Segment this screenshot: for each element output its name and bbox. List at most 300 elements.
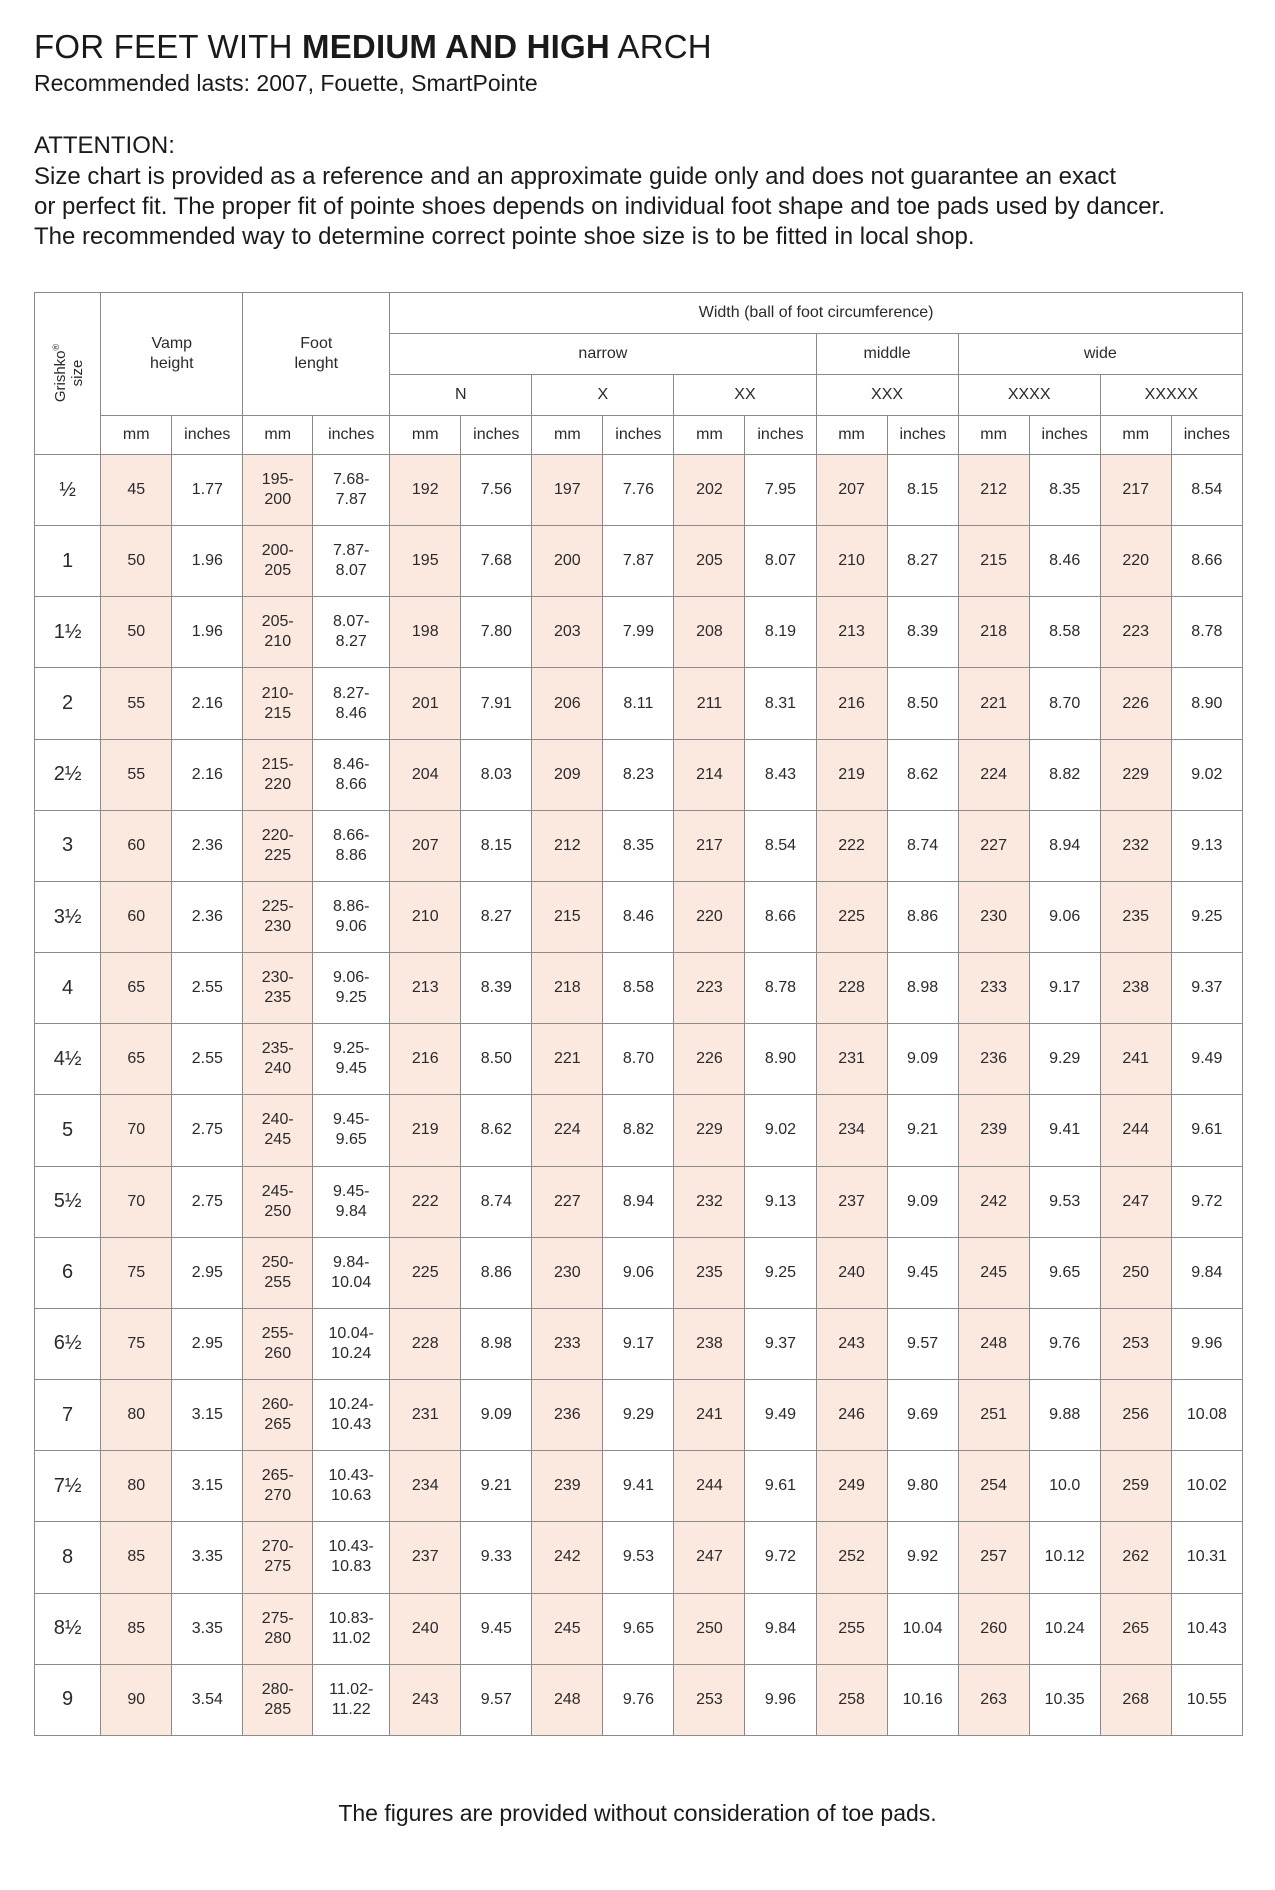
vamp-inches-cell: 2.55 [172, 1024, 243, 1095]
width-inches-cell: 9.65 [603, 1593, 674, 1664]
attention-text [34, 162, 1254, 252]
width-mm-cell: 250 [1100, 1237, 1171, 1308]
width-inches-cell: 8.43 [745, 739, 816, 810]
width-mm-cell: 230 [532, 1237, 603, 1308]
size-chart-table [34, 292, 1243, 1736]
width-mm-cell: 241 [1100, 1024, 1171, 1095]
foot-mm-cell: 205- 210 [243, 597, 313, 668]
title-bold: MEDIUM AND HIGH [302, 28, 610, 65]
vamp-mm-cell: 50 [101, 526, 172, 597]
width-inches-cell: 9.49 [1171, 1024, 1242, 1095]
unit-mm-header: mm [101, 416, 172, 455]
unit-inches-header: inches [1029, 416, 1100, 455]
width-mm-cell: 208 [674, 597, 745, 668]
width-inches-cell: 8.90 [745, 1024, 816, 1095]
width-mm-cell: 243 [816, 1308, 887, 1379]
width-mm-cell: 222 [390, 1166, 461, 1237]
width-inches-cell: 9.37 [1171, 953, 1242, 1024]
width-inches-cell: 9.53 [1029, 1166, 1100, 1237]
width-inches-cell: 9.06 [603, 1237, 674, 1308]
foot-mm-cell: 210- 215 [243, 668, 313, 739]
footer-note: The figures are provided without consideration of toe pads. [338, 1800, 937, 1826]
width-mm-cell: 211 [674, 668, 745, 739]
foot-inches-cell: 8.66- 8.86 [313, 810, 390, 881]
foot-mm-cell: 195- 200 [243, 455, 313, 526]
width-n: N [390, 375, 532, 416]
vamp-mm-cell: 75 [101, 1308, 172, 1379]
table-row [35, 526, 1243, 597]
foot-mm-cell: 200- 205 [243, 526, 313, 597]
attention-line: Size chart is provided as a reference and an approximate guide only and does not guarantee an exact [34, 163, 1117, 190]
width-inches-cell: 9.06 [1029, 881, 1100, 952]
size-cell: 7 [35, 1380, 101, 1451]
width-inches-cell: 9.09 [887, 1166, 958, 1237]
width-mm-cell: 229 [674, 1095, 745, 1166]
width-mm-cell: 245 [532, 1593, 603, 1664]
width-inches-cell: 9.96 [1171, 1308, 1242, 1379]
table-row [35, 1237, 1243, 1308]
vamp-mm-cell: 55 [101, 739, 172, 810]
size-cell: 8 [35, 1522, 101, 1593]
width-mm-cell: 252 [816, 1522, 887, 1593]
width-mm-cell: 215 [958, 526, 1029, 597]
width-inches-cell: 7.56 [461, 455, 532, 526]
vamp-inches-cell: 2.36 [172, 810, 243, 881]
width-mm-cell: 230 [958, 881, 1029, 952]
width-inches-cell: 8.58 [1029, 597, 1100, 668]
vamp-inches-cell: 2.16 [172, 668, 243, 739]
vamp-mm-cell: 55 [101, 668, 172, 739]
size-cell: 6½ [35, 1308, 101, 1379]
width-inches-cell: 7.91 [461, 668, 532, 739]
table-row [35, 1664, 1243, 1735]
width-inches-cell: 8.15 [461, 810, 532, 881]
width-inches-cell: 8.03 [461, 739, 532, 810]
width-mm-cell: 223 [1100, 597, 1171, 668]
width-inches-cell: 9.84 [745, 1593, 816, 1664]
width-mm-cell: 216 [390, 1024, 461, 1095]
width-inches-cell: 7.99 [603, 597, 674, 668]
size-cell: 9 [35, 1664, 101, 1735]
width-mm-cell: 221 [958, 668, 1029, 739]
size-cell: 2 [35, 668, 101, 739]
width-inches-cell: 9.53 [603, 1522, 674, 1593]
width-mm-cell: 263 [958, 1664, 1029, 1735]
size-cell: 3 [35, 810, 101, 881]
width-inches-cell: 9.13 [1171, 810, 1242, 881]
width-mm-cell: 192 [390, 455, 461, 526]
width-mm-cell: 257 [958, 1522, 1029, 1593]
width-mm-cell: 207 [390, 810, 461, 881]
width-mm-cell: 240 [816, 1237, 887, 1308]
vamp-mm-cell: 85 [101, 1593, 172, 1664]
width-xxx: XXX [816, 375, 958, 416]
vamp-mm-cell: 60 [101, 881, 172, 952]
width-inches-cell: 9.84 [1171, 1237, 1242, 1308]
width-inches-cell: 8.78 [745, 953, 816, 1024]
foot-mm-cell: 225- 230 [243, 881, 313, 952]
width-mm-cell: 258 [816, 1664, 887, 1735]
width-mm-cell: 213 [816, 597, 887, 668]
width-mm-cell: 250 [674, 1593, 745, 1664]
width-mm-cell: 243 [390, 1664, 461, 1735]
width-inches-cell: 9.45 [461, 1593, 532, 1664]
unit-inches-header: inches [172, 416, 243, 455]
width-mm-cell: 210 [390, 881, 461, 952]
width-inches-cell: 10.16 [887, 1664, 958, 1735]
vamp-mm-cell: 75 [101, 1237, 172, 1308]
width-inches-cell: 9.92 [887, 1522, 958, 1593]
vamp-inches-cell: 2.55 [172, 953, 243, 1024]
vamp-inches-cell: 3.35 [172, 1593, 243, 1664]
width-inches-cell: 8.27 [461, 881, 532, 952]
width-mm-cell: 198 [390, 597, 461, 668]
width-mm-cell: 229 [1100, 739, 1171, 810]
width-mm-cell: 237 [816, 1166, 887, 1237]
unit-mm-header: mm [674, 416, 745, 455]
width-inches-cell: 8.31 [745, 668, 816, 739]
width-mm-cell: 201 [390, 668, 461, 739]
width-inches-cell: 9.25 [745, 1237, 816, 1308]
width-mm-cell: 203 [532, 597, 603, 668]
size-cell: 3½ [35, 881, 101, 952]
width-inches-cell: 8.70 [1029, 668, 1100, 739]
vamp-mm-cell: 65 [101, 953, 172, 1024]
width-inches-cell: 7.68 [461, 526, 532, 597]
width-inches-cell: 8.23 [603, 739, 674, 810]
width-mm-cell: 247 [1100, 1166, 1171, 1237]
width-inches-cell: 8.39 [887, 597, 958, 668]
unit-inches-header: inches [603, 416, 674, 455]
vamp-inches-cell: 2.75 [172, 1095, 243, 1166]
width-inches-cell: 9.76 [1029, 1308, 1100, 1379]
width-inches-cell: 9.72 [1171, 1166, 1242, 1237]
width-inches-cell: 8.98 [887, 953, 958, 1024]
width-mm-cell: 228 [816, 953, 887, 1024]
width-inches-cell: 8.27 [887, 526, 958, 597]
width-inches-cell: 8.11 [603, 668, 674, 739]
width-inches-cell: 8.35 [1029, 455, 1100, 526]
size-header: Grishko® size [35, 293, 101, 455]
page-title [34, 28, 712, 66]
width-mm-cell: 253 [674, 1664, 745, 1735]
width-mm-cell: 238 [1100, 953, 1171, 1024]
width-inches-cell: 9.45 [887, 1237, 958, 1308]
width-inches-cell: 8.90 [1171, 668, 1242, 739]
table-row [35, 739, 1243, 810]
size-cell: 5½ [35, 1166, 101, 1237]
vamp-inches-cell: 1.96 [172, 597, 243, 668]
unit-inches-header: inches [887, 416, 958, 455]
width-mm-cell: 218 [958, 597, 1029, 668]
width-xxxx: XXXX [958, 375, 1100, 416]
width-mm-cell: 207 [816, 455, 887, 526]
foot-mm-cell: 280- 285 [243, 1664, 313, 1735]
width-inches-cell: 10.43 [1171, 1593, 1242, 1664]
foot-inches-cell: 9.84- 10.04 [313, 1237, 390, 1308]
width-mm-cell: 239 [958, 1095, 1029, 1166]
width-mm-cell: 216 [816, 668, 887, 739]
width-mm-cell: 242 [958, 1166, 1029, 1237]
width-inches-cell: 8.46 [1029, 526, 1100, 597]
width-mm-cell: 232 [1100, 810, 1171, 881]
width-inches-cell: 9.21 [461, 1451, 532, 1522]
width-mm-cell: 239 [532, 1451, 603, 1522]
width-mm-cell: 210 [816, 526, 887, 597]
foot-inches-cell: 10.43- 10.83 [313, 1522, 390, 1593]
table-row [35, 1166, 1243, 1237]
title-prefix: FOR FEET WITH [34, 28, 303, 65]
width-inches-cell: 8.82 [1029, 739, 1100, 810]
width-mm-cell: 234 [390, 1451, 461, 1522]
width-mm-cell: 253 [1100, 1308, 1171, 1379]
width-inches-cell: 9.17 [1029, 953, 1100, 1024]
vamp-mm-cell: 90 [101, 1664, 172, 1735]
width-inches-cell: 10.12 [1029, 1522, 1100, 1593]
width-mm-cell: 234 [816, 1095, 887, 1166]
width-inches-cell: 9.76 [603, 1664, 674, 1735]
foot-mm-cell: 215- 220 [243, 739, 313, 810]
vamp-mm-cell: 80 [101, 1451, 172, 1522]
width-inches-cell: 8.66 [745, 881, 816, 952]
foot-inches-cell: 9.06- 9.25 [313, 953, 390, 1024]
width-mm-cell: 256 [1100, 1380, 1171, 1451]
foot-mm-cell: 250- 255 [243, 1237, 313, 1308]
size-cell: ½ [35, 455, 101, 526]
foot-mm-cell: 260- 265 [243, 1380, 313, 1451]
width-inches-cell: 9.88 [1029, 1380, 1100, 1451]
width-mm-cell: 240 [390, 1593, 461, 1664]
width-mm-cell: 236 [532, 1380, 603, 1451]
width-mm-cell: 225 [390, 1237, 461, 1308]
vamp-mm-cell: 45 [101, 455, 172, 526]
width-mm-cell: 202 [674, 455, 745, 526]
unit-inches-header: inches [1171, 416, 1242, 455]
width-inches-cell: 10.04 [887, 1593, 958, 1664]
table-row [35, 810, 1243, 881]
width-mm-cell: 249 [816, 1451, 887, 1522]
vamp-mm-cell: 85 [101, 1522, 172, 1593]
unit-mm-header: mm [816, 416, 887, 455]
width-mm-cell: 223 [674, 953, 745, 1024]
width-inches-cell: 8.19 [745, 597, 816, 668]
width-inches-cell: 9.02 [1171, 739, 1242, 810]
foot-inches-cell: 10.04- 10.24 [313, 1308, 390, 1379]
width-mm-cell: 262 [1100, 1522, 1171, 1593]
width-mm-cell: 204 [390, 739, 461, 810]
width-inches-cell: 9.57 [461, 1664, 532, 1735]
group-narrow: narrow [390, 334, 816, 375]
width-inches-cell: 8.15 [887, 455, 958, 526]
width-mm-cell: 233 [532, 1308, 603, 1379]
size-cell: 1½ [35, 597, 101, 668]
vamp-mm-cell: 70 [101, 1166, 172, 1237]
width-inches-cell: 8.62 [887, 739, 958, 810]
width-mm-cell: 195 [390, 526, 461, 597]
vamp-inches-cell: 2.75 [172, 1166, 243, 1237]
attention-label: ATTENTION: [34, 132, 175, 159]
width-mm-cell: 241 [674, 1380, 745, 1451]
width-mm-cell: 235 [1100, 881, 1171, 952]
size-cell: 6 [35, 1237, 101, 1308]
unit-mm-header: mm [1100, 416, 1171, 455]
size-cell: 1 [35, 526, 101, 597]
width-mm-cell: 212 [532, 810, 603, 881]
table-row [35, 455, 1243, 526]
width-inches-cell: 9.13 [745, 1166, 816, 1237]
width-mm-cell: 217 [674, 810, 745, 881]
foot-inches-cell: 7.87- 8.07 [313, 526, 390, 597]
width-mm-cell: 247 [674, 1522, 745, 1593]
size-cell: 5 [35, 1095, 101, 1166]
width-mm-cell: 260 [958, 1593, 1029, 1664]
width-inches-cell: 9.49 [745, 1380, 816, 1451]
recommended-lasts: Recommended lasts: 2007, Fouette, SmartPointe [34, 70, 538, 96]
width-inches-cell: 9.61 [1171, 1095, 1242, 1166]
unit-mm-header: mm [532, 416, 603, 455]
width-inches-cell: 8.58 [603, 953, 674, 1024]
width-inches-cell: 10.08 [1171, 1380, 1242, 1451]
foot-mm-cell: 270- 275 [243, 1522, 313, 1593]
group-wide: wide [958, 334, 1242, 375]
width-inches-cell: 8.82 [603, 1095, 674, 1166]
width-mm-cell: 222 [816, 810, 887, 881]
width-mm-cell: 228 [390, 1308, 461, 1379]
size-cell: 8½ [35, 1593, 101, 1664]
width-inches-cell: 9.72 [745, 1522, 816, 1593]
vamp-inches-cell: 2.95 [172, 1237, 243, 1308]
width-mm-cell: 219 [816, 739, 887, 810]
table-row [35, 953, 1243, 1024]
table-row [35, 668, 1243, 739]
width-mm-cell: 245 [958, 1237, 1029, 1308]
width-mm-cell: 227 [532, 1166, 603, 1237]
width-mm-cell: 237 [390, 1522, 461, 1593]
foot-inches-cell: 8.86- 9.06 [313, 881, 390, 952]
width-inches-cell: 8.70 [603, 1024, 674, 1095]
vamp-mm-cell: 60 [101, 810, 172, 881]
width-inches-cell: 8.54 [745, 810, 816, 881]
width-mm-cell: 259 [1100, 1451, 1171, 1522]
width-mm-cell: 248 [958, 1308, 1029, 1379]
width-inches-cell: 8.62 [461, 1095, 532, 1166]
foot-inches-cell: 7.68- 7.87 [313, 455, 390, 526]
width-inches-cell: 8.07 [745, 526, 816, 597]
width-mm-cell: 246 [816, 1380, 887, 1451]
width-mm-cell: 265 [1100, 1593, 1171, 1664]
width-inches-cell: 7.76 [603, 455, 674, 526]
width-inches-cell: 7.95 [745, 455, 816, 526]
width-inches-cell: 9.25 [1171, 881, 1242, 952]
width-mm-cell: 226 [1100, 668, 1171, 739]
width-inches-cell: 10.35 [1029, 1664, 1100, 1735]
vamp-inches-cell: 3.15 [172, 1380, 243, 1451]
width-inches-cell: 9.09 [887, 1024, 958, 1095]
width-inches-cell: 9.17 [603, 1308, 674, 1379]
width-mm-cell: 255 [816, 1593, 887, 1664]
vamp-inches-cell: 2.16 [172, 739, 243, 810]
width-mm-cell: 221 [532, 1024, 603, 1095]
width-mm-cell: 220 [1100, 526, 1171, 597]
width-inches-cell: 8.94 [1029, 810, 1100, 881]
width-inches-cell: 8.74 [887, 810, 958, 881]
width-inches-cell: 8.66 [1171, 526, 1242, 597]
width-mm-cell: 244 [1100, 1095, 1171, 1166]
width-inches-cell: 9.41 [1029, 1095, 1100, 1166]
width-inches-cell: 8.54 [1171, 455, 1242, 526]
vamp-inches-cell: 2.36 [172, 881, 243, 952]
width-inches-cell: 8.86 [887, 881, 958, 952]
width-xxxxx: XXXXX [1100, 375, 1242, 416]
vamp-inches-cell: 1.96 [172, 526, 243, 597]
width-inches-cell: 9.21 [887, 1095, 958, 1166]
unit-mm-header: mm [958, 416, 1029, 455]
width-inches-cell: 7.87 [603, 526, 674, 597]
width-mm-cell: 213 [390, 953, 461, 1024]
width-x: X [532, 375, 674, 416]
foot-mm-cell: 230- 235 [243, 953, 313, 1024]
foot-inches-cell: 9.45- 9.65 [313, 1095, 390, 1166]
foot-inches-cell: 9.45- 9.84 [313, 1166, 390, 1237]
width-mm-cell: 215 [532, 881, 603, 952]
width-xx: XX [674, 375, 816, 416]
vamp-mm-cell: 80 [101, 1380, 172, 1451]
size-cell: 7½ [35, 1451, 101, 1522]
width-mm-cell: 254 [958, 1451, 1029, 1522]
width-inches-cell: 9.02 [745, 1095, 816, 1166]
foot-inches-cell: 10.43- 10.63 [313, 1451, 390, 1522]
foot-inches-cell: 10.24- 10.43 [313, 1380, 390, 1451]
width-mm-cell: 205 [674, 526, 745, 597]
width-mm-cell: 242 [532, 1522, 603, 1593]
foot-length-header: Foot lenght [243, 293, 390, 416]
vamp-inches-cell: 1.77 [172, 455, 243, 526]
unit-inches-header: inches [313, 416, 390, 455]
size-cell: 2½ [35, 739, 101, 810]
group-middle: middle [816, 334, 958, 375]
table-row [35, 1593, 1243, 1664]
width-mm-cell: 238 [674, 1308, 745, 1379]
width-inches-cell: 10.31 [1171, 1522, 1242, 1593]
width-mm-cell: 214 [674, 739, 745, 810]
size-cell: 4 [35, 953, 101, 1024]
width-mm-cell: 235 [674, 1237, 745, 1308]
table-row [35, 1522, 1243, 1593]
width-header: Width (ball of foot circumference) [390, 293, 1243, 334]
unit-inches-header: inches [745, 416, 816, 455]
width-mm-cell: 226 [674, 1024, 745, 1095]
width-inches-cell: 8.46 [603, 881, 674, 952]
width-inches-cell: 9.69 [887, 1380, 958, 1451]
width-mm-cell: 197 [532, 455, 603, 526]
width-inches-cell: 9.80 [887, 1451, 958, 1522]
width-inches-cell: 8.94 [603, 1166, 674, 1237]
width-mm-cell: 268 [1100, 1664, 1171, 1735]
width-inches-cell: 9.37 [745, 1308, 816, 1379]
width-inches-cell: 8.74 [461, 1166, 532, 1237]
width-inches-cell: 8.50 [461, 1024, 532, 1095]
width-mm-cell: 232 [674, 1166, 745, 1237]
width-mm-cell: 206 [532, 668, 603, 739]
width-inches-cell: 10.02 [1171, 1451, 1242, 1522]
foot-mm-cell: 275- 280 [243, 1593, 313, 1664]
foot-mm-cell: 235- 240 [243, 1024, 313, 1095]
foot-inches-cell: 8.27- 8.46 [313, 668, 390, 739]
foot-inches-cell: 10.83- 11.02 [313, 1593, 390, 1664]
width-inches-cell: 9.61 [745, 1451, 816, 1522]
attention-line: The recommended way to determine correct pointe shoe size is to be fitted in local shop. [34, 223, 975, 250]
width-mm-cell: 248 [532, 1664, 603, 1735]
